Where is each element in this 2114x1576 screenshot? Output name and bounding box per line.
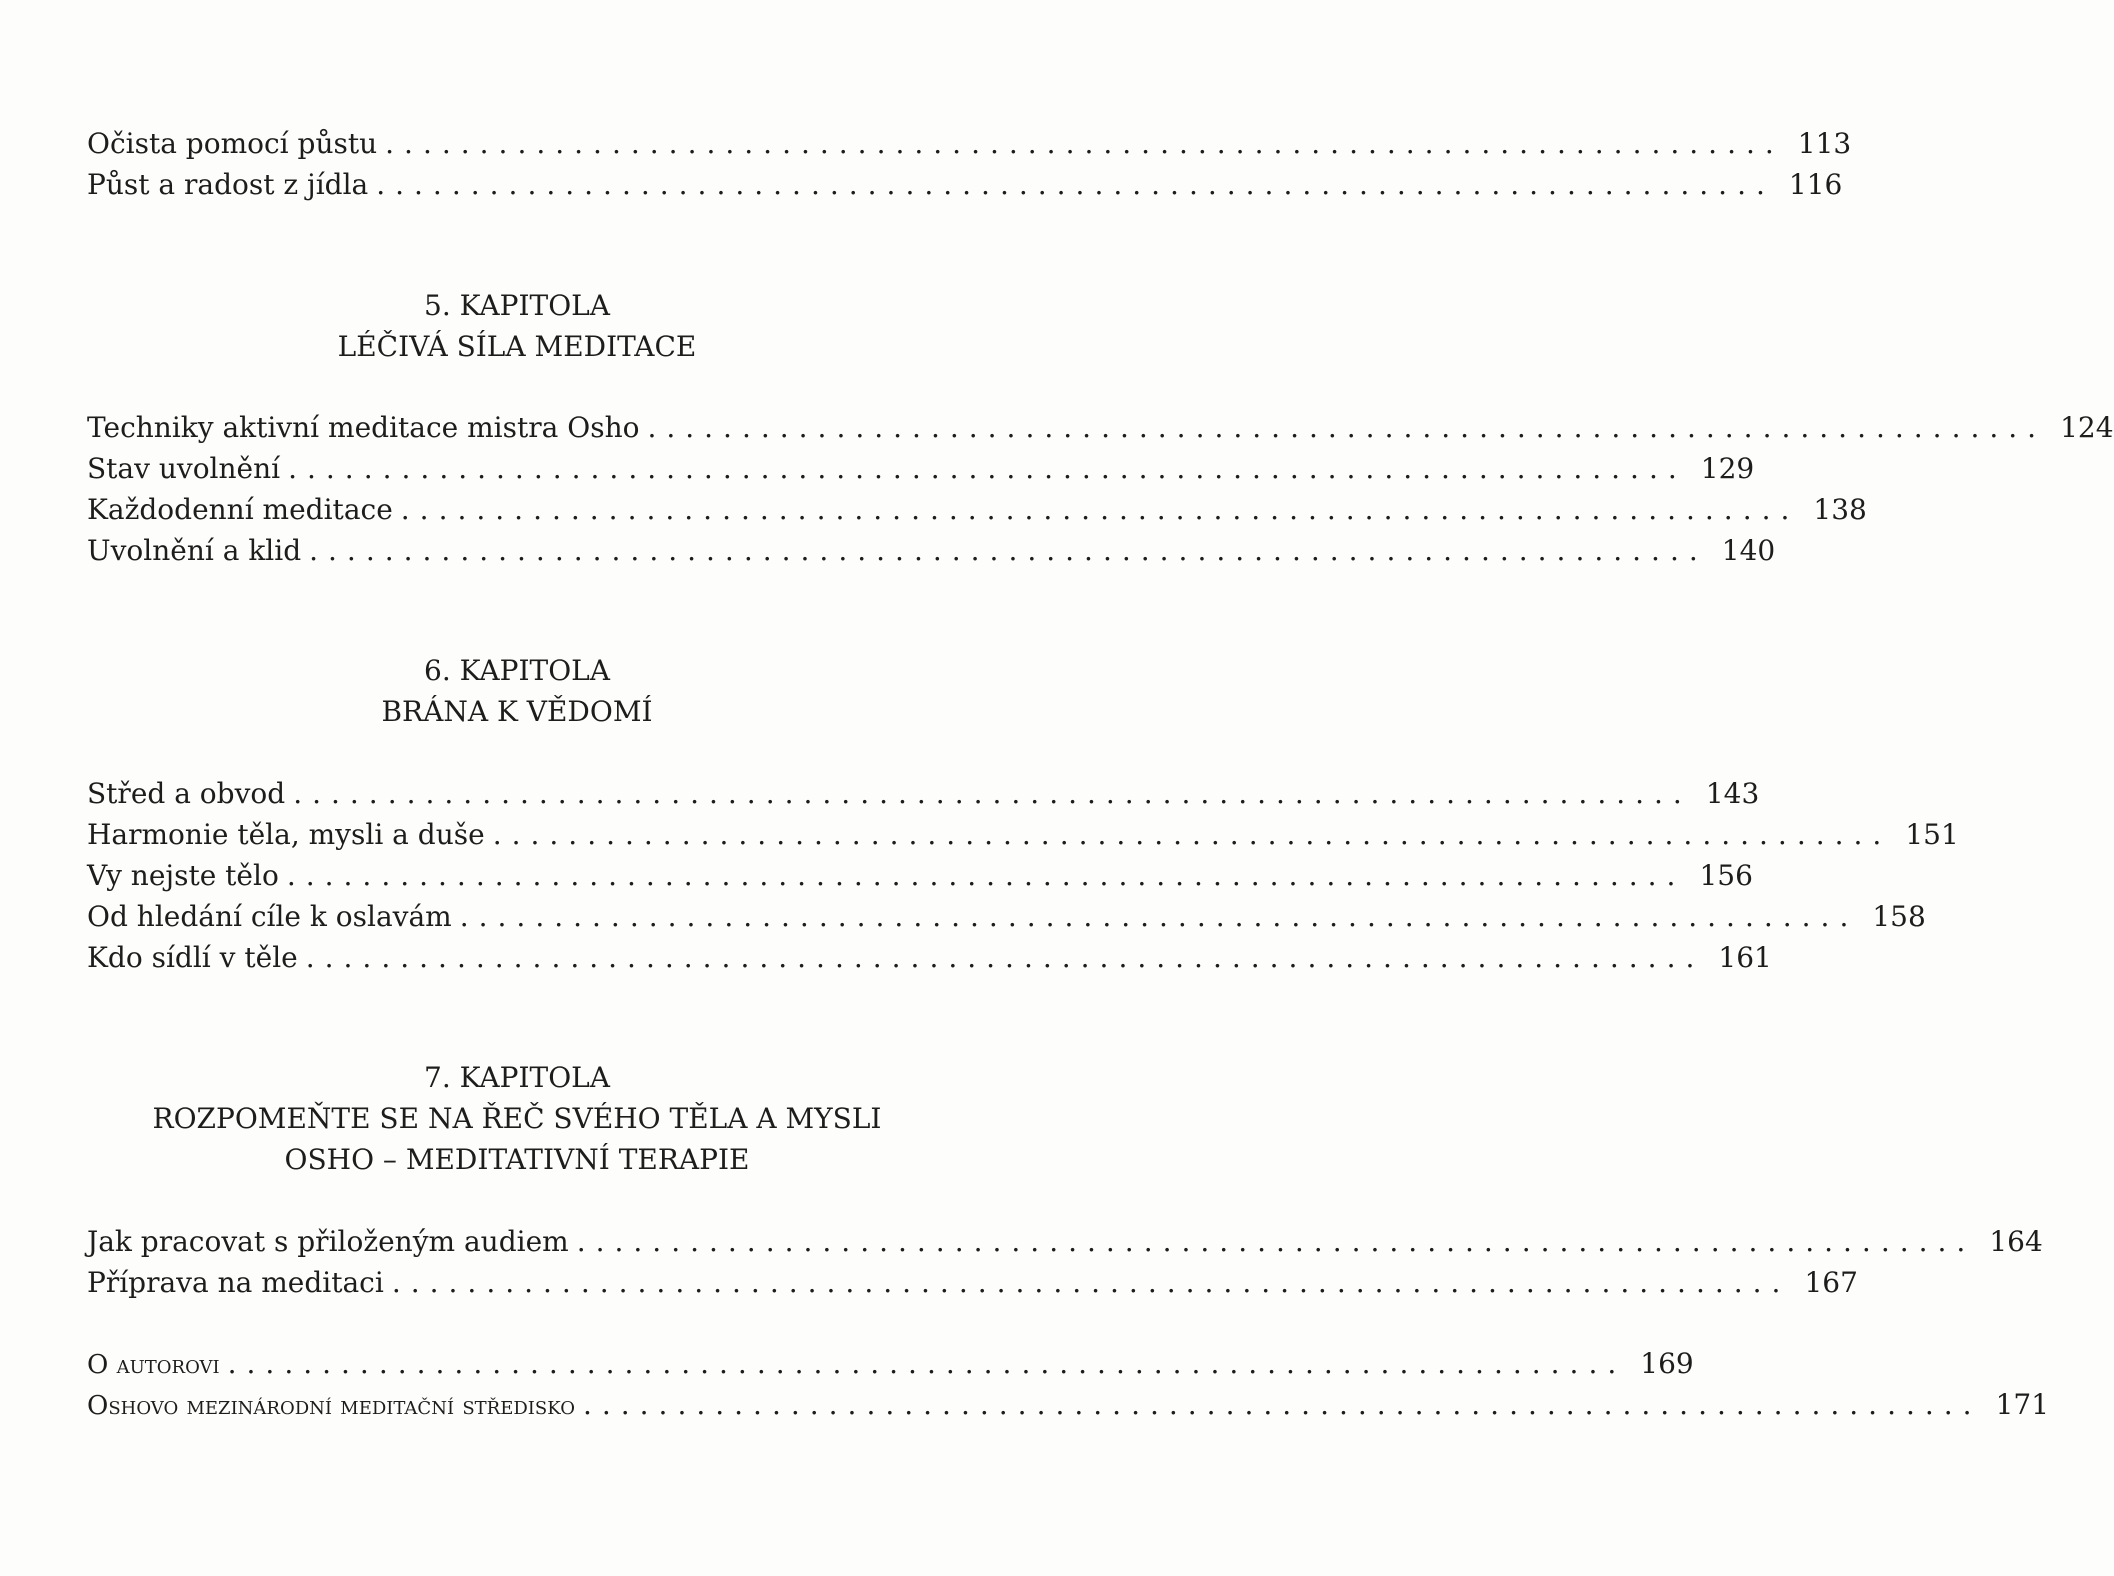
leader-dots: .......................................................................... <box>305 941 1705 974</box>
chapter-5-heading <box>87 285 947 367</box>
entry-title: Kdo sídlí v těle <box>87 941 298 974</box>
entry-title: Střed a obvod <box>87 777 286 810</box>
entry-page: 151 <box>1905 818 1959 851</box>
leader-dots: .......................................................................... <box>492 818 1892 851</box>
toc-entry[interactable] <box>87 855 1753 896</box>
chapter-title: LÉČIVÁ SÍLA MEDITACE <box>337 330 697 363</box>
entry-page: 164 <box>1989 1225 2043 1258</box>
entry-page: 138 <box>1813 493 1867 526</box>
toc-entry[interactable] <box>87 1384 2050 1425</box>
entry-title: O autorovi <box>87 1350 220 1380</box>
entry-title: Techniky aktivní meditace mistra Osho <box>87 411 640 444</box>
appendix-entries <box>87 1343 2050 1425</box>
toc-entry[interactable] <box>87 489 1867 530</box>
entry-page: 129 <box>1700 452 1755 485</box>
toc-entry[interactable] <box>87 123 1852 164</box>
entry-title: Od hledání cíle k oslavám <box>87 900 452 933</box>
chapter-6-heading <box>87 650 947 732</box>
entry-page: 143 <box>1705 777 1760 810</box>
toc-entry[interactable] <box>87 448 1755 489</box>
chapter-number: 6. KAPITOLA <box>424 654 610 687</box>
toc-entry[interactable] <box>87 407 2114 448</box>
entry-page: 156 <box>1699 859 1753 892</box>
leader-dots: .......................................................................... <box>385 127 1784 160</box>
entry-title: Příprava na meditaci <box>87 1266 384 1299</box>
chapter-7-entries <box>87 1221 2043 1303</box>
leader-dots: .......................................................................... <box>647 411 2047 444</box>
entry-page: 113 <box>1797 127 1852 160</box>
toc-entry[interactable] <box>87 896 1926 937</box>
entry-title: Uvolnění a klid <box>87 534 302 567</box>
chapter-title: BRÁNA K VĚDOMÍ <box>381 695 653 728</box>
leader-dots: .......................................................................... <box>391 1266 1791 1299</box>
entry-page: 124 <box>2060 411 2114 444</box>
leader-dots: .......................................................................... <box>293 777 1692 810</box>
entry-title: Očista pomocí půstu <box>87 127 378 160</box>
leader-dots: .......................................................................... <box>309 534 1708 567</box>
toc-entry[interactable] <box>87 773 1760 814</box>
toc-entry[interactable] <box>87 1343 1694 1384</box>
toc-entry[interactable] <box>87 1262 1858 1303</box>
toc-entry[interactable] <box>87 814 1959 855</box>
leader-dots: .......................................................................... <box>576 1225 1976 1258</box>
leader-dots: .......................................................................... <box>459 900 1859 933</box>
entry-title: Jak pracovat s přiloženým audiem <box>87 1225 569 1258</box>
leader-dots: .......................................................................... <box>288 452 1687 485</box>
entry-title: Vy nejste tělo <box>87 859 279 892</box>
entry-title: Půst a radost z jídla <box>87 168 369 201</box>
leader-dots: .......................................................................... <box>286 859 1686 892</box>
entry-title: Každodenní meditace <box>87 493 393 526</box>
entry-page: 171 <box>1995 1388 2050 1421</box>
chapter-6-entries <box>87 773 1959 978</box>
entry-title: Stav uvolnění <box>87 452 281 485</box>
entry-page: 161 <box>1718 941 1772 974</box>
entry-title: Oshovo mezinárodní meditační středisko <box>87 1391 575 1421</box>
toc-top-block <box>87 123 1852 205</box>
toc-entry[interactable] <box>87 164 1843 205</box>
entry-page: 140 <box>1721 534 1776 567</box>
toc-entry[interactable] <box>87 937 1772 978</box>
leader-dots: .......................................................................... <box>227 1347 1627 1380</box>
chapter-5-entries <box>87 407 2114 571</box>
leader-dots: .......................................................................... <box>582 1388 1982 1421</box>
entry-page: 158 <box>1872 900 1926 933</box>
toc-entry[interactable] <box>87 1221 2043 1262</box>
entry-page: 169 <box>1640 1347 1694 1380</box>
chapter-title: ROZPOMEŇTE SE NA ŘEČ SVÉHO TĚLA A MYSLI <box>152 1102 882 1135</box>
chapter-7-heading <box>87 1057 947 1180</box>
entry-page: 167 <box>1804 1266 1858 1299</box>
chapter-subtitle: OSHO – MEDITATIVNÍ TERAPIE <box>284 1143 750 1176</box>
leader-dots: .......................................................................... <box>376 168 1775 201</box>
chapter-number: 7. KAPITOLA <box>424 1061 610 1094</box>
toc-entry[interactable] <box>87 530 1776 571</box>
leader-dots: .......................................................................... <box>400 493 1800 526</box>
entry-title: Harmonie těla, mysli a duše <box>87 818 485 851</box>
entry-page: 116 <box>1788 168 1843 201</box>
chapter-number: 5. KAPITOLA <box>424 289 610 322</box>
